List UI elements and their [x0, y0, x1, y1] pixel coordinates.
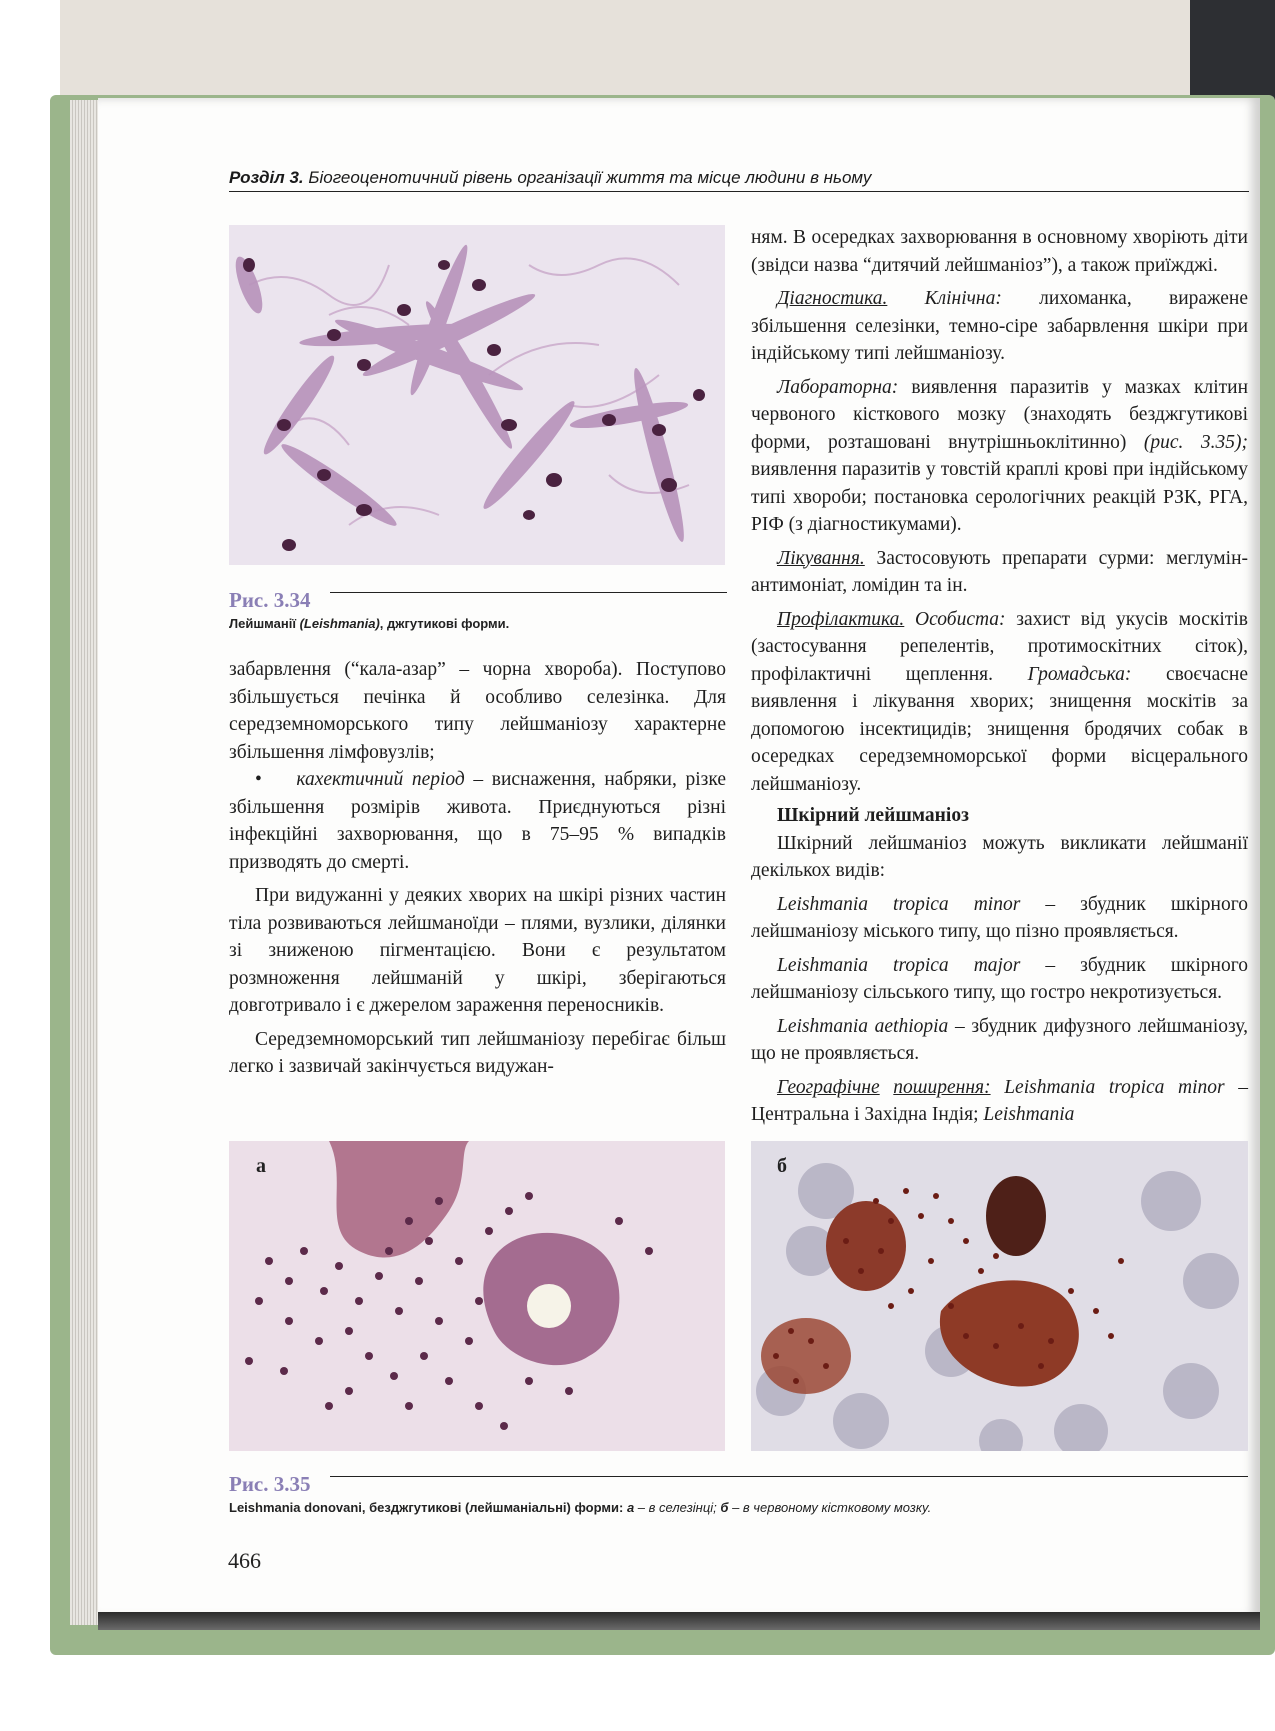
- figure-3-35-label: Рис. 3.35: [229, 1472, 311, 1496]
- figure-3-35-caption: [229, 1500, 931, 1515]
- figure-3-34-label: Рис. 3.34: [229, 588, 311, 612]
- caption-letter-a: а: [626, 1500, 635, 1515]
- species-paragraph: [751, 891, 1248, 946]
- bullet-mark: •: [255, 769, 262, 790]
- figure-3-35b-photo: [751, 1141, 1248, 1451]
- section-heading: Шкірний лейшманіоз: [777, 805, 969, 826]
- lab-text-2: виявлення паразитів у товстій краплі крові при індійському типі хвороби; постановка серологічних реакцій РЗК, РГА, РІФ (з діагностикумами).: [751, 459, 1248, 535]
- diagnostics-text: лихоманка, виражене збільшення селезінки, темно-сіре забарвлення шкіри при індійському типі лейшманіозу.: [751, 288, 1248, 364]
- diagnostics-term: Діагностика.: [777, 288, 888, 309]
- treatment-term: Лікування.: [777, 547, 865, 569]
- running-head: [229, 168, 1249, 192]
- caption-text-end: , джгутикові форми.: [379, 616, 510, 631]
- figure-3-34-caption: [229, 616, 509, 631]
- treatment-text: Застосовують препарати сурми: меглумін-антимоніат, ломідин та ін.: [751, 547, 1248, 596]
- prophylaxis-text-2: своєчасне виявлення і лікування хворих; знищення москітів за допомогою інсектицидів; знищення бродячих собак в осередках середземноморської форми вісцерального лейшманіозу.: [751, 663, 1248, 795]
- book-cover-board: [60, 0, 1193, 100]
- panel-a-letter: а: [256, 1155, 266, 1177]
- paragraph: ням. В осередках захворювання в основному хворіють діти (звідси назва “дитячий лейшманіоз”), а також приїжджі.: [751, 227, 1248, 276]
- figure-3-34-rule: [330, 592, 727, 593]
- panel-b-letter: б: [777, 1155, 787, 1177]
- paragraph: При видужанні у деяких хворих на шкірі різних частин тіла розвиваються лейшманоїди – плями, вузлики, ділянки зі зниженою пігментацією. Вони є результатом розмноження лейшманій у шкірі, зберігаються довготривало і є джерелом зараження переносників.: [229, 885, 726, 1016]
- caption-text: Leishmania donovani, безджгутикові (лейшманіальні) форми:: [229, 1500, 627, 1515]
- geography-paragraph: [751, 1074, 1248, 1129]
- section-label: Розділ 3.: [229, 168, 304, 187]
- species-text: – збудник шкірного лейшманіозу міського типу, що пізно проявляється.: [751, 893, 1248, 942]
- clinical-term: Клінічна:: [887, 288, 1002, 309]
- diagnostics-paragraph: [751, 285, 1248, 368]
- caption-latin: (Leishmania): [299, 616, 380, 631]
- public-term: Громадська:: [1027, 663, 1132, 685]
- species-name: Leishmania tropica minor: [777, 893, 1021, 915]
- bullet-term: кахектичний період: [296, 769, 465, 790]
- bullet-item: [229, 766, 726, 876]
- bullet-text: – виснаження, набряки, різке збільшення розмірів живота. Приєднуються різні інфекційні захворювання, що в 75–95 % випадків призводять до смерті.: [229, 769, 726, 873]
- personal-term: Особиста:: [904, 608, 1006, 630]
- paragraph: Шкірний лейшманіоз можуть викликати лейшманії декількох видів:: [751, 832, 1248, 881]
- scanner-edge: [1190, 0, 1275, 100]
- treatment-paragraph: [751, 545, 1248, 600]
- species-paragraph: [751, 952, 1248, 1007]
- prophylaxis-term: Профілактика.: [777, 608, 905, 630]
- species-text: – збудник дифузного лейшманіозу, що не проявляється.: [751, 1015, 1248, 1064]
- species-paragraph: [751, 1013, 1248, 1068]
- paragraph: забарвлення (“кала-азар” – чорна хвороба). Поступово збільшується печінка й особливо селезінка. Для середземноморського типу лейшманіозу характерне збільшення лімфовузлів;: [229, 659, 726, 763]
- species-name: Leishmania tropica minor: [990, 1076, 1225, 1098]
- caption-letter-b: б: [720, 1500, 729, 1515]
- species-name: Leishmania aethiopia: [777, 1015, 949, 1037]
- species-name: Leishmania tropica major: [777, 954, 1021, 976]
- caption-text-b: – в червоному кістковому мозку.: [728, 1500, 932, 1515]
- figure-reference: (рис. 3.35);: [1143, 431, 1248, 453]
- caption-text: Лейшманії: [229, 616, 300, 631]
- species-name: Leishmania: [983, 1104, 1075, 1125]
- prophylaxis-text: захист від укусів москітів (застосування репелентів, протимоскітних сіток), профілактичні щеплення.: [751, 608, 1249, 685]
- lab-paragraph: [751, 374, 1248, 539]
- geography-term: Географічне: [777, 1076, 880, 1098]
- right-column: [751, 224, 1248, 1129]
- geography-text: – Центральна і Західна Індія;: [751, 1076, 1249, 1125]
- figure-3-35-rule: [330, 1476, 1248, 1477]
- distribution-term: поширення:: [893, 1076, 991, 1098]
- figure-3-34-photo: [229, 225, 725, 565]
- figure-3-35a-photo: [229, 1141, 725, 1451]
- page-number: 466: [228, 1548, 261, 1573]
- section-title: Біогеоценотичний рівень організації життя та місце людини в ньому: [308, 168, 872, 187]
- species-text: – збудник шкірного лейшманіозу сільського типу, що гостро некротизується.: [751, 954, 1248, 1003]
- caption-text-a: – в селезінці;: [634, 1500, 721, 1515]
- paragraph: Середземноморський тип лейшманіозу перебігає більш легко і зазвичай закінчується видужан-: [229, 1028, 726, 1077]
- lab-term: Лабораторна:: [777, 376, 899, 398]
- left-column: [229, 656, 726, 1081]
- lab-text: виявлення паразитів у мазках клітин червоного кісткового мозку (знаходять безджгутикові форми, розташовані внутрішньоклітинно): [751, 376, 1248, 453]
- page-bottom-shadow: [98, 1612, 1260, 1630]
- prophylaxis-paragraph: [751, 606, 1248, 799]
